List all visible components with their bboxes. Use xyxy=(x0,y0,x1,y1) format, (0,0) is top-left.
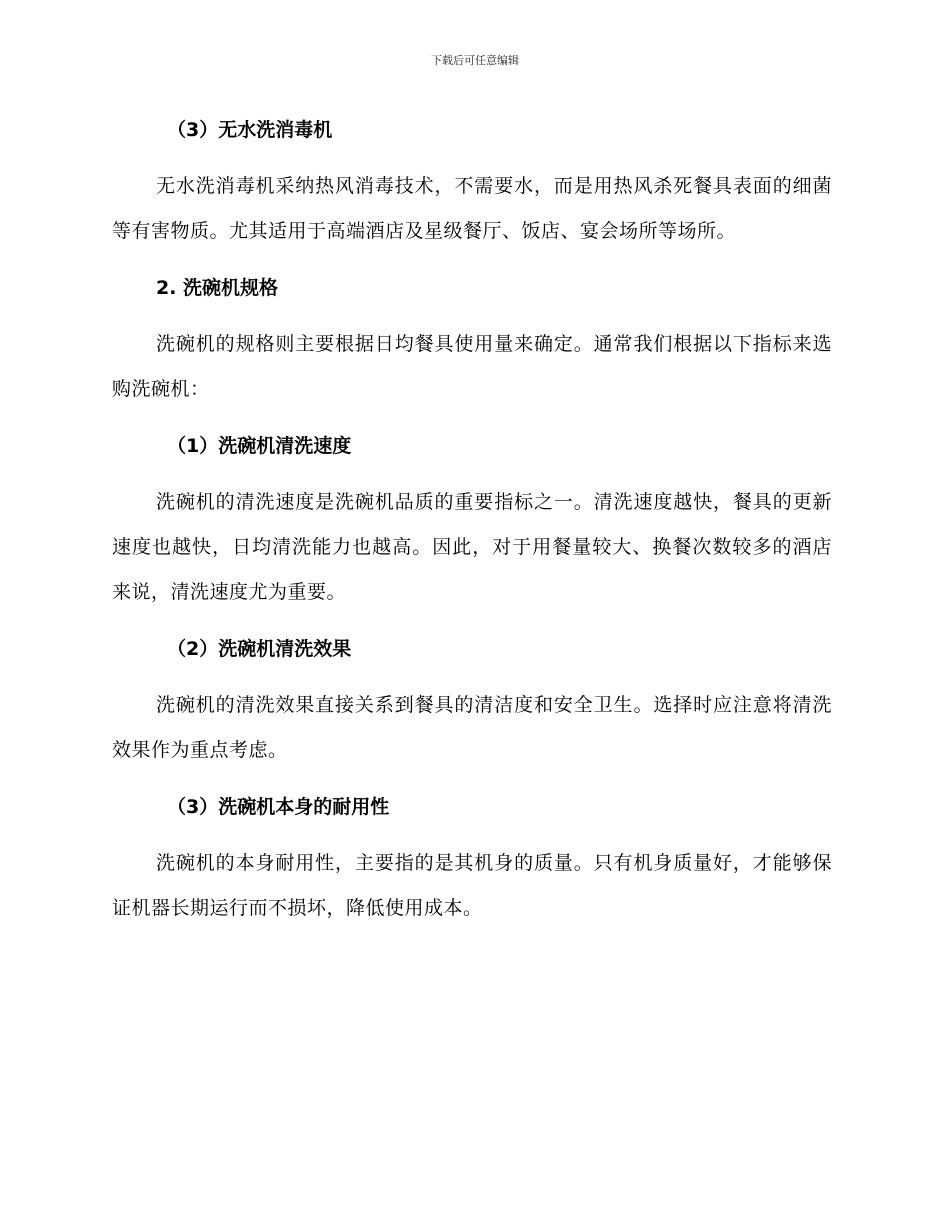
section-heading-waterless-sterilizer: （3）无水洗消毒机 xyxy=(167,119,333,141)
section-heading-durability: （3）洗碗机本身的耐用性 xyxy=(167,796,390,818)
paragraph-dishwasher-spec: 洗碗机的规格则主要根据日均餐具使用量来确定。通常我们根据以下指标来选购洗碗机： xyxy=(112,333,832,400)
page-header: 下载后可任意编辑 xyxy=(431,54,519,67)
section-heading-cleaning-effect: （2）洗碗机清洗效果 xyxy=(167,638,352,660)
section-heading-dishwasher-spec: 2. 洗碗机规格 xyxy=(156,277,279,299)
paragraph-cleaning-effect: 洗碗机的清洗效果直接关系到餐具的清洁度和安全卫生。选择时应注意将清洗效果作为重点考虑。 xyxy=(112,694,832,761)
document-body xyxy=(112,108,832,931)
section-heading-cleaning-speed: （1）洗碗机清洗速度 xyxy=(167,435,352,457)
paragraph-waterless-sterilizer: 无水洗消毒机采纳热风消毒技术，不需要水，而是用热风杀死餐具表面的细菌等有害物质。尤其适用于高端酒店及星级餐厅、饭店、宴会场所等场所。 xyxy=(112,175,832,242)
paragraph-durability: 洗碗机的本身耐用性，主要指的是其机身的质量。只有机身质量好，才能够保证机器长期运行而不损坏，降低使用成本。 xyxy=(112,852,832,919)
paragraph-cleaning-speed: 洗碗机的清洗速度是洗碗机品质的重要指标之一。清洗速度越快，餐具的更新速度也越快，日均清洗能力也越高。因此，对于用餐量较大、换餐次数较多的酒店来说，清洗速度尤为重要。 xyxy=(112,491,832,603)
